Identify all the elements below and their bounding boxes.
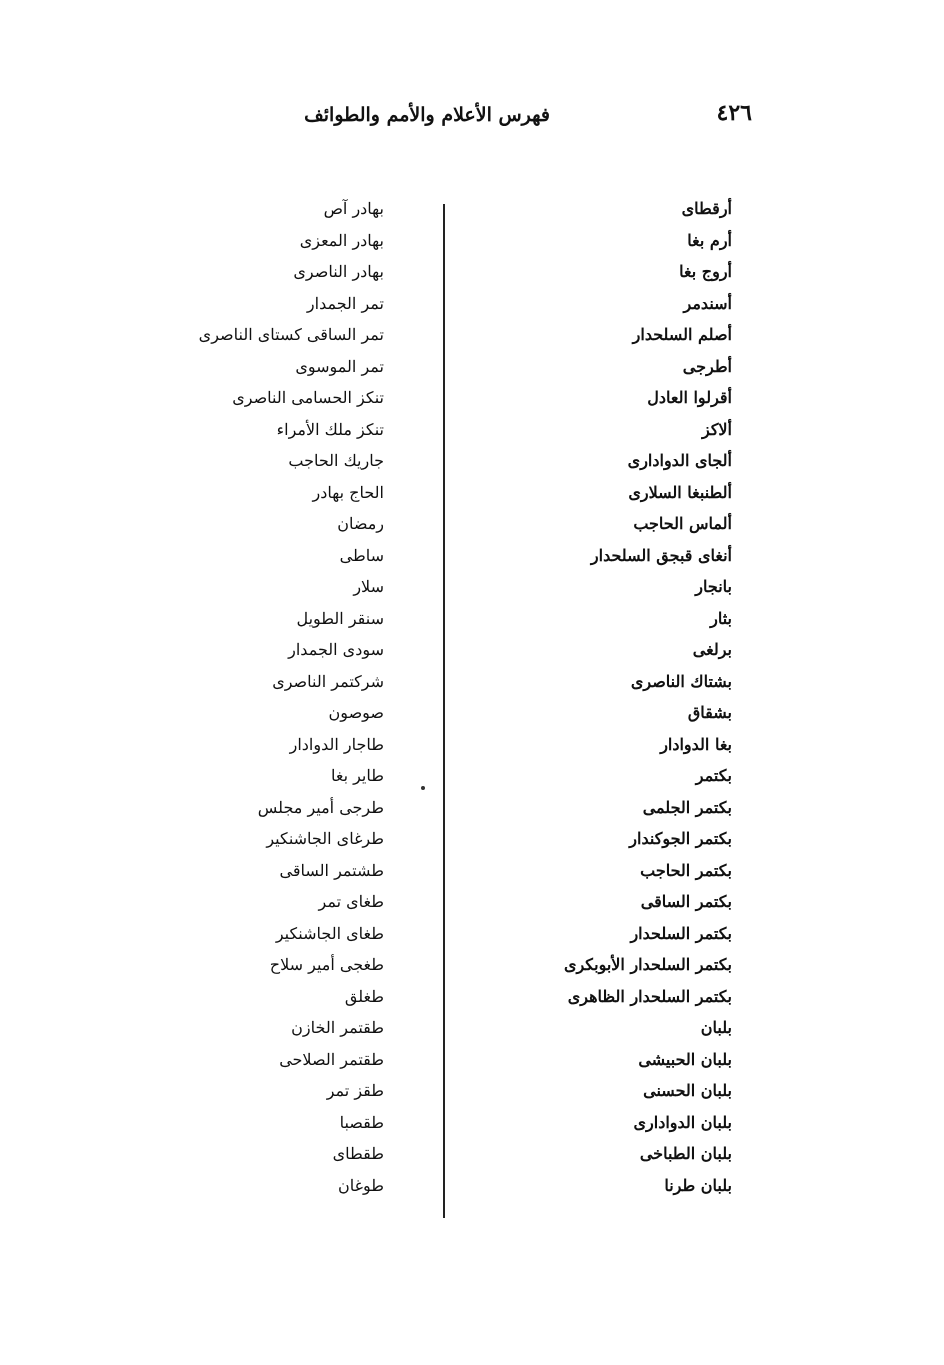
- page-number: ٤٢٦: [716, 100, 752, 126]
- stray-mark: [421, 786, 425, 790]
- index-entry: الحاج بهادر: [312, 482, 384, 502]
- index-entry: بلبان طرنا: [664, 1175, 732, 1195]
- index-entry: سودى الجمدار: [288, 640, 384, 659]
- index-entry: بشقاق: [687, 703, 732, 722]
- index-entry: بلبان: [700, 1018, 732, 1037]
- index-entry: ألاكز: [701, 419, 732, 439]
- index-entry: أروج بغا: [679, 262, 732, 281]
- index-entry: أطرجى: [682, 356, 732, 376]
- index-entry: طقز تمر: [326, 1081, 384, 1100]
- index-entry: ألجاى الدوادارى: [627, 451, 732, 470]
- index-entry: تمر الساقى كستاى الناصرى: [198, 325, 384, 344]
- index-entry: ساطى: [339, 545, 384, 565]
- index-entry: ألماس الحاجب: [633, 514, 732, 533]
- index-entry: بلبان الطباخى: [639, 1144, 732, 1163]
- index-entry: أصلم السلحدار: [632, 325, 732, 344]
- index-entry: طقطاى: [332, 1144, 384, 1163]
- index-entry: بثار: [710, 608, 732, 628]
- index-entry: أنغاى قبجق السلحدار: [590, 545, 732, 565]
- index-entry: طوغان: [338, 1175, 384, 1195]
- index-entry: بانجار: [695, 577, 732, 596]
- index-entry: تنكز ملك الأمراء: [276, 419, 384, 439]
- index-entry: برلغى: [692, 640, 732, 659]
- index-entry: طغجى أمير سلاح: [269, 955, 384, 974]
- index-entry: جاريك الحاجب: [288, 451, 384, 470]
- index-entry: بلبان الحبيشى: [638, 1049, 732, 1069]
- index-entry: طغاى تمر: [318, 892, 384, 911]
- index-entry: بكتمر السلحدار الظاهرى: [567, 986, 732, 1006]
- index-entry: سلار: [353, 577, 384, 596]
- index-entry: بهادر آص: [323, 199, 384, 218]
- running-header-title: فهرس الأعلام والأمم والطوائف: [304, 104, 550, 126]
- index-entry: طاجار الدوادار: [289, 734, 384, 754]
- index-entry: رمضان: [337, 514, 384, 533]
- index-entry: صوصون: [328, 703, 384, 722]
- index-entry: طقتمر الصلاحى: [279, 1049, 384, 1069]
- index-entry: بهادر المعزى: [299, 230, 384, 250]
- index-entry: أرم بغا: [687, 230, 732, 250]
- index-column-left: [84, 193, 384, 1201]
- index-entry: طرجى أمير مجلس: [257, 797, 384, 817]
- index-entry: تمر الموسوى: [295, 356, 384, 376]
- index-entry: بهادر الناصرى: [293, 262, 384, 281]
- index-entry: طرغاى الجاشنكير: [266, 829, 384, 848]
- index-entry: أسندمر: [683, 293, 732, 313]
- index-entry: أقرلوا العادل: [647, 388, 732, 407]
- index-entry: طقتمر الخازن: [291, 1018, 384, 1037]
- index-entry: طشتمر الساقى: [279, 860, 384, 880]
- index-entry: بكتمر الحاجب: [640, 860, 732, 880]
- index-entry: تنكز الحسامى الناصرى: [232, 388, 384, 407]
- index-entry: بلبان الدوادارى: [633, 1112, 732, 1132]
- index-entry: أرقطاى: [681, 199, 732, 218]
- index-entry: بكتمر الجلمى: [642, 797, 732, 817]
- index-entry: بكتمر الجوكندار: [629, 829, 732, 848]
- index-entry: بغا الدوادار: [660, 734, 732, 754]
- index-entry: طغاى الجاشنكير: [275, 923, 384, 943]
- index-entry: سنقر الطويل: [296, 608, 384, 628]
- index-entry: شركتمر الناصرى: [272, 671, 384, 691]
- index-entry: بكتمر السلحدار الأبوبكرى: [563, 955, 732, 974]
- index-entry: تمر الجمدار: [306, 293, 384, 313]
- index-entry: بكتمر: [695, 766, 732, 785]
- index-entry: بكتمر الساقى: [640, 892, 732, 911]
- index-entry: طاير بغا: [330, 766, 384, 785]
- index-entry: بكتمر السلحدار: [630, 923, 732, 943]
- index-entry: بشتاك الناصرى: [630, 671, 732, 691]
- index-entry: ألطنبغا السلارى: [628, 482, 732, 502]
- index-column-right: [412, 193, 732, 1201]
- column-divider: [443, 204, 445, 1218]
- index-entry: طغلق: [344, 986, 384, 1006]
- index-entry: طقصبا: [339, 1112, 384, 1132]
- index-entry: بلبان الحسنى: [643, 1081, 732, 1100]
